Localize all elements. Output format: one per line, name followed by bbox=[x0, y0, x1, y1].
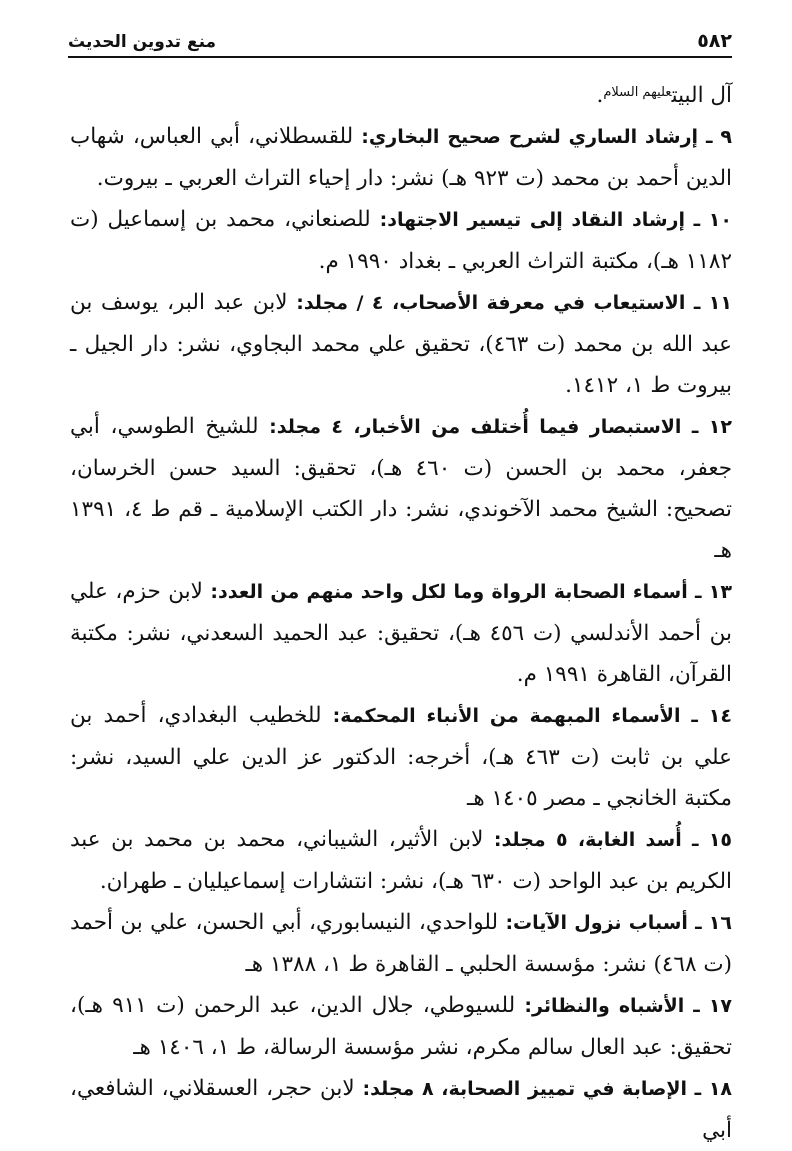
bibliography-entry-10 bbox=[70, 199, 732, 282]
running-title: منع تدوين الحديث bbox=[68, 32, 217, 52]
entry-text: لابن عبد البر، يوسف بن عبد الله بن محمد (ت ٤٦٣)، تحقيق علي محمد البجاوي، نشر: دار الجيل ـ بيروت ط ١، ١٤١٢. bbox=[70, 290, 732, 398]
bibliography-entry-15 bbox=[70, 819, 732, 902]
entry-text: للقسطلاني، أبي العباس، شهاب الدين أحمد بن محمد (ت ٩٢٣ هـ) نشر: دار إحياء التراث العربي ـ بيروت. bbox=[70, 124, 732, 191]
entry-text: لابن الأثير، الشيباني، محمد بن محمد بن عبد الكريم بن عبد الواحد (ت ٦٣٠ هـ)، نشر: انتشارات إسماعيليان ـ طهران. bbox=[70, 827, 732, 894]
entry-title: ١٥ ـ أُسد الغابة، ٥ مجلد: bbox=[493, 829, 733, 851]
entry-text: للخطيب البغدادي، أحمد بن علي بن ثابت (ت ٤٦٣ هـ)، أخرجه: الدكتور عز الدين علي السيد، نشر: مكتبة الخانجي ـ مصر ١٤٠٥ هـ bbox=[70, 703, 732, 811]
bibliography-entry-11 bbox=[70, 282, 732, 406]
entry-text: للواحدي، النيسابوري، أبي الحسن، علي بن أحمد (ت ٤٦٨) نشر: مؤسسة الحلبي ـ القاهرة ط ١، ١٣٨٨ هـ bbox=[70, 910, 732, 977]
bibliography-entry-13 bbox=[70, 571, 732, 695]
bibliography-entry-14 bbox=[70, 695, 732, 819]
bibliography-body bbox=[70, 72, 732, 1151]
continuation-text: آل البيت bbox=[671, 83, 732, 108]
page-header bbox=[68, 28, 732, 58]
entry-title: ١٢ ـ الاستبصار فيما أُختلف من الأخبار، ٤ مجلد: bbox=[269, 416, 732, 438]
bibliography-entry-18 bbox=[70, 1068, 732, 1151]
bibliography-entry-16 bbox=[70, 902, 732, 985]
entry-text: للصنعاني، محمد بن إسماعيل (ت ١١٨٢ هـ)، مكتبة التراث العربي ـ بغداد ١٩٩٠ م. bbox=[70, 207, 732, 274]
entry-text: للشيخ الطوسي، أبي جعفر، محمد بن الحسن (ت ٤٦٠ هـ)، تحقيق: السيد حسن الخرسان، تصحيح: الشيخ محمد الآخوندي، نشر: دار الكتب الإسلامية ـ قم ط ٤، ١٣٩١ هـ bbox=[70, 414, 733, 563]
page-number: ٥٨٢ bbox=[697, 30, 732, 52]
entry-text: لابن حزم، علي بن أحمد الأندلسي (ت ٤٥٦ هـ)، تحقيق: عبد الحميد السعدني، نشر: مكتبة القرآن، القاهرة ١٩٩١ م. bbox=[70, 579, 732, 687]
entry-title: ١٣ ـ أسماء الصحابة الرواة وما لكل واحد منهم من العدد: bbox=[210, 581, 732, 603]
entry-title: ١٦ ـ أسباب نزول الآيات: bbox=[505, 912, 732, 934]
continuation-end: . bbox=[596, 83, 604, 108]
honorific-ligature: عليهم السلام bbox=[603, 85, 672, 100]
bibliography-entry-9 bbox=[70, 116, 732, 199]
bibliography-entry-12 bbox=[70, 406, 732, 571]
bibliography-entry-17 bbox=[70, 985, 732, 1068]
entry-text: للسيوطي، جلال الدين، عبد الرحمن (ت ٩١١ هـ)، تحقيق: عبد العال سالم مكرم، نشر مؤسسة الرسالة، ط ١، ١٤٠٦ هـ bbox=[70, 993, 732, 1060]
entry-text: لابن حجر، العسقلاني، الشافعي، أبي bbox=[70, 1076, 732, 1143]
continuation-line bbox=[70, 72, 732, 116]
entry-title: ٩ ـ إرشاد الساري لشرح صحيح البخاري: bbox=[361, 126, 732, 148]
entry-title: ١٠ ـ إرشاد النقاد إلى تيسير الاجتهاد: bbox=[379, 209, 732, 231]
entry-title: ١٨ ـ الإصابة في تمييز الصحابة، ٨ مجلد: bbox=[362, 1078, 733, 1100]
entry-title: ١٤ ـ الأسماء المبهمة من الأنباء المحكمة: bbox=[332, 705, 732, 727]
entry-title: ١١ ـ الاستيعاب في معرفة الأصحاب، ٤ / مجلد: bbox=[296, 292, 732, 314]
entry-title: ١٧ ـ الأشباه والنظائر: bbox=[524, 995, 733, 1017]
